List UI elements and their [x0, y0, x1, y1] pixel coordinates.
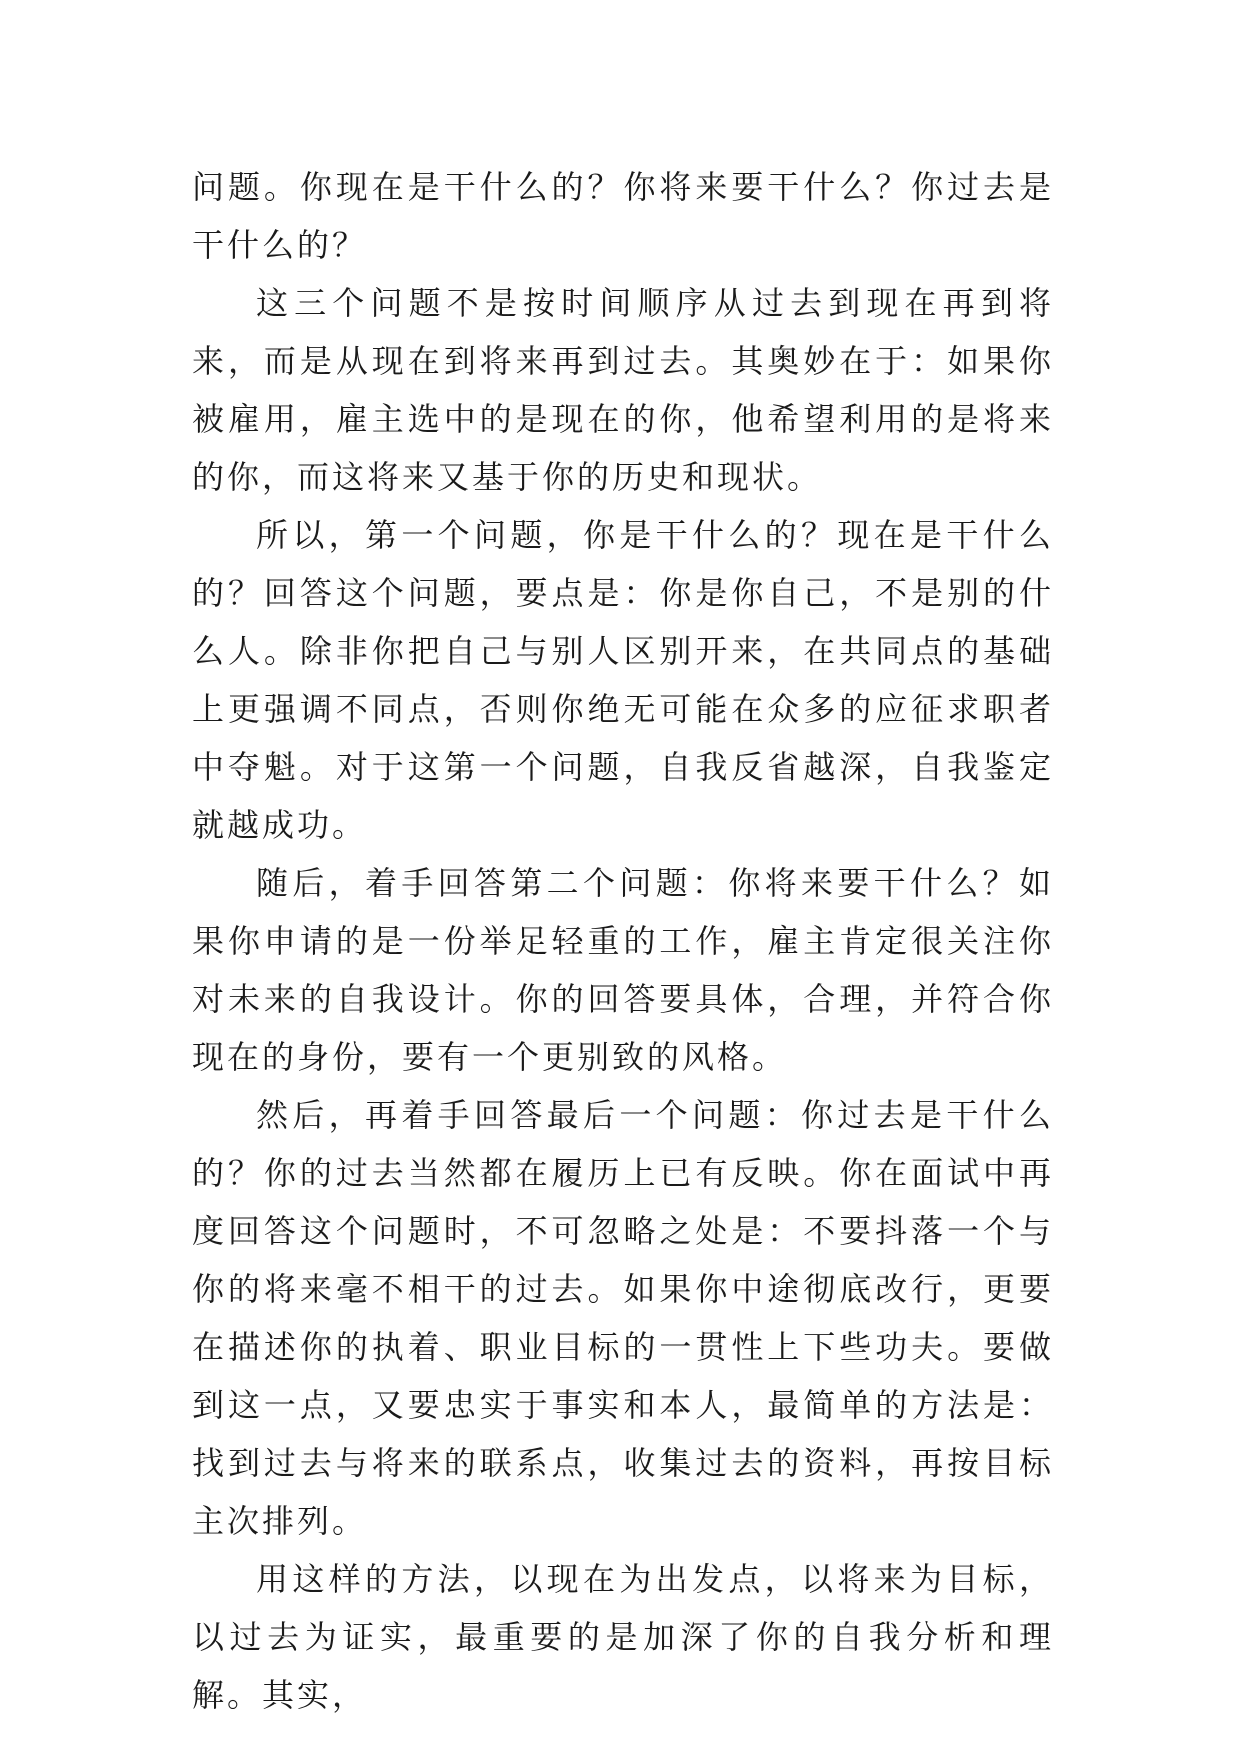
paragraph: 所以，第一个问题，你是干什么的？现在是干什么的？回答这个问题，要点是：你是你自己，不是别的什么人。除非你把自己与别人区别开来，在共同点的基础上更强调不同点，否则你绝无可能在众多的应征求职者中夺魁。对于这第一个问题，自我反省越深，自我鉴定就越成功。: [192, 516, 1054, 844]
document-body: [192, 158, 1054, 1724]
paragraph: 问题。你现在是干什么的？你将来要干什么？你过去是干什么的？: [192, 168, 1054, 264]
paragraph: 随后，着手回答第二个问题：你将来要干什么？如果你申请的是一份举足轻重的工作，雇主肯定很关注你对未来的自我设计。你的回答要具体，合理，并符合你现在的身份，要有一个更别致的风格。: [192, 864, 1054, 1076]
paragraph: 然后，再着手回答最后一个问题：你过去是干什么的？你的过去当然都在履历上已有反映。你在面试中再度回答这个问题时，不可忽略之处是：不要抖落一个与你的将来毫不相干的过去。如果你中途彻底改行，更要在描述你的执着、职业目标的一贯性上下些功夫。要做到这一点，又要忠实于事实和本人，最简单的方法是：找到过去与将来的联系点，收集过去的资料，再按目标主次排列。: [192, 1096, 1054, 1540]
paragraph: 用这样的方法，以现在为出发点，以将来为目标，以过去为证实，最重要的是加深了你的自我分析和理解。其实，: [192, 1560, 1054, 1714]
paragraph: 这三个问题不是按时间顺序从过去到现在再到将来，而是从现在到将来再到过去。其奥妙在于：如果你被雇用，雇主选中的是现在的你，他希望利用的是将来的你，而这将来又基于你的历史和现状。: [192, 284, 1054, 496]
